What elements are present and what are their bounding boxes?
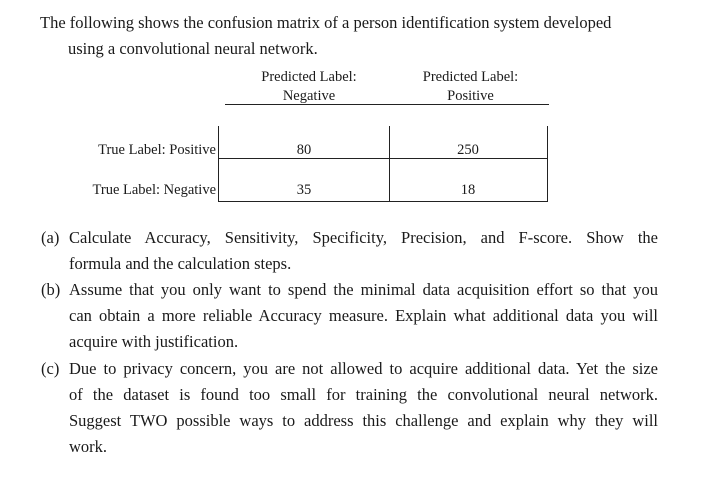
cell-true-positive-predicted-positive: 250 — [457, 142, 479, 158]
question-b-line-2: can obtain a more reliable Accuracy measure. Explain what additional data you will — [69, 306, 658, 325]
question-c-line-3: Suggest TWO possible ways to address this challenge and explain why they will — [69, 411, 658, 430]
column-header-negative-line-1: Predicted Label: — [261, 69, 357, 85]
question-b — [41, 277, 658, 355]
column-header-positive-line-2: Positive — [447, 88, 494, 104]
question-c-tag: (c) — [41, 359, 60, 378]
question-b-line-1: Assume that you only want to spend the minimal data acquisition effort so that you — [69, 280, 658, 299]
column-header-positive-line-1: Predicted Label: — [422, 69, 519, 85]
question-a — [41, 225, 658, 277]
header-underline — [225, 104, 549, 105]
cell-true-negative-predicted-positive: 18 — [460, 182, 476, 198]
column-header-negative-line-2: Negative — [282, 88, 336, 104]
question-a-line-2: formula and the calculation steps. — [69, 254, 292, 273]
cell-true-positive-predicted-negative: 80 — [296, 142, 312, 158]
question-c — [41, 356, 658, 460]
question-a-line-1: Calculate Accuracy, Sensitivity, Specificity, Precision, and F-score. Show the — [69, 228, 658, 247]
question-c-line-4: work. — [69, 437, 108, 456]
column-header-predicted-positive — [392, 68, 549, 106]
question-a-tag: (a) — [41, 228, 60, 247]
question-c-line-2: of the dataset is found too small for training the convolutional neural network. — [69, 385, 658, 404]
question-b-tag: (b) — [41, 280, 61, 299]
matrix-border-left — [218, 126, 219, 202]
cell-true-negative-predicted-negative: 35 — [296, 182, 312, 198]
column-header-predicted-negative — [225, 68, 393, 106]
question-b-line-3: acquire with justification. — [69, 332, 239, 351]
confusion-matrix — [218, 126, 548, 202]
intro-line-1: The following shows the confusion matrix of a person identification system developed — [40, 13, 612, 32]
matrix-divider-vertical — [389, 126, 390, 202]
row-label-true-negative: True Label: Negative — [92, 182, 216, 198]
matrix-border-right — [547, 126, 548, 202]
row-label-true-positive: True Label: Positive — [98, 142, 216, 158]
matrix-border-bottom — [218, 201, 548, 202]
intro-line-2: using a convolutional neural network. — [68, 39, 318, 58]
intro-paragraph — [40, 10, 680, 62]
question-c-line-1: Due to privacy concern, you are not allowed to acquire additional data. Yet the size — [69, 359, 658, 378]
